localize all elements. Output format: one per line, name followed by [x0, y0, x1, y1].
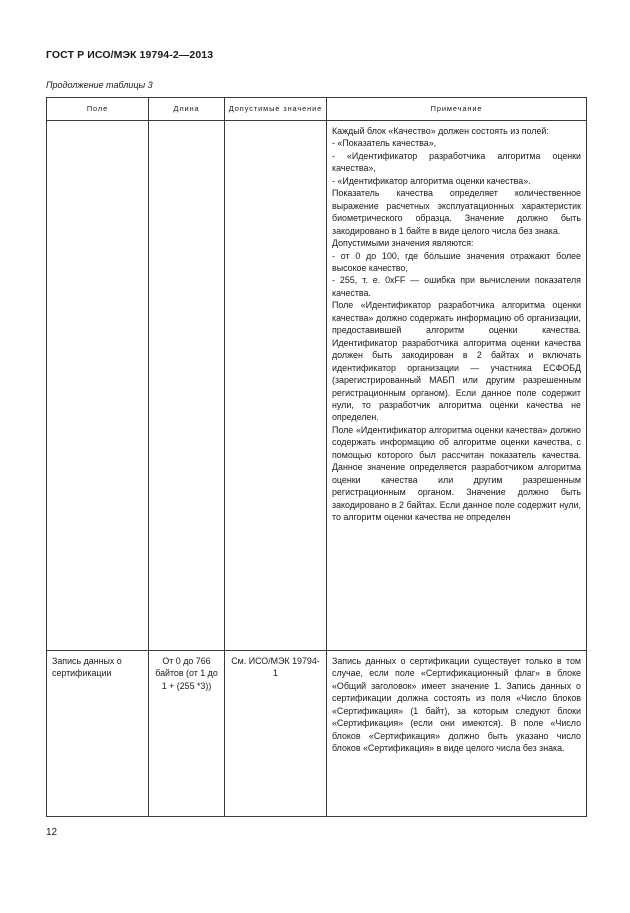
note-paragraph: - «Идентификатор алгоритма оценки качества». — [332, 175, 531, 186]
note-paragraph: Каждый блок «Качество» должен состоять из полей: — [332, 126, 549, 136]
cell-field — [47, 121, 149, 651]
column-header-note: Примечание — [327, 98, 587, 121]
note-paragraph: - 255, т. е. 0xFF — ошибка при вычислении показателя качества. — [332, 275, 581, 298]
note-paragraph: Запись данных о сертификации существует только в том случае, если поле «Сертификационный флаг» в блоке «Общий заголовок» имеет значение 1. Запись данных о сертификации должна состоять из поля «Число блоков «Сертификация» (1 байт), за которым следуют блоки «Сертификация» (если они имеются). В поле «Число блоков «Сертификация» должно быть указано число блоков «Сертификация» в виде целого числа без знака. — [332, 656, 581, 754]
table-row — [47, 651, 587, 817]
table-continuation-caption: Продолжение таблицы 3 — [46, 80, 153, 90]
column-header-values: Допустимые значение — [225, 98, 327, 121]
note-paragraph: Допустимыми значения являются: — [332, 238, 474, 249]
cell-note — [327, 121, 587, 651]
cell-note — [327, 651, 587, 817]
document-title: ГОСТ Р ИСО/МЭК 19794-2—2013 — [46, 49, 214, 61]
cell-values: См. ИСО/МЭК 19794-1 — [225, 651, 327, 817]
note-paragraph: Поле «Идентификатор алгоритма оценки качества» должно содержать информацию об алгоритме оценки качества, с помощью которого был рассчитан показатель качества. Данное значение определяется разработчиком алгоритма оценки качества или другим разрешенным регистрационным органом. Значение должно быть закодировано в 2 байтах. Если данное поле содержит нули, то алгоритм оценки качества не определен — [332, 424, 581, 523]
cell-length: От 0 до 766 байтов (от 1 до 1 + (255 *3)) — [149, 651, 225, 817]
cell-length — [149, 121, 225, 651]
note-paragraph: - «Показатель качества», — [332, 138, 437, 149]
note-paragraph: Показатель качества определяет количественное выражение расчетных эксплуатационных характеристик биометрического образца. Значение должно быть закодировано в 1 байте в виде целого числа без знака. — [332, 188, 581, 236]
cell-values — [225, 121, 327, 651]
column-header-length: Длина — [149, 98, 225, 121]
specification-table — [46, 97, 587, 817]
cell-field: Запись данных о сертификации — [47, 651, 149, 817]
page-number: 12 — [46, 827, 58, 838]
table-row — [47, 121, 587, 651]
table-header-row — [47, 98, 587, 121]
note-paragraph: - «Идентификатор разработчика алгоритма оценки качества», — [332, 150, 581, 174]
column-header-field: Поле — [47, 98, 149, 121]
note-paragraph: - от 0 до 100, где бóльшие значения отражают более высокое качество, — [332, 250, 581, 273]
note-paragraph: Поле «Идентификатор разработчика алгоритма оценки качества» должно содержать информацию об организации, предоставившей алгоритм оценки качества. Идентификатор разработчика алгоритма оценки качества должен быть закодирован в 2 байтах и включать идентификатор организации — участника ЕСФОБД (зарегистрированный МАБП или другим разрешенным регистрационным органом). Если данное поле содержит нули, то разработчик алгоритма оценки качества не определен. — [332, 300, 581, 423]
